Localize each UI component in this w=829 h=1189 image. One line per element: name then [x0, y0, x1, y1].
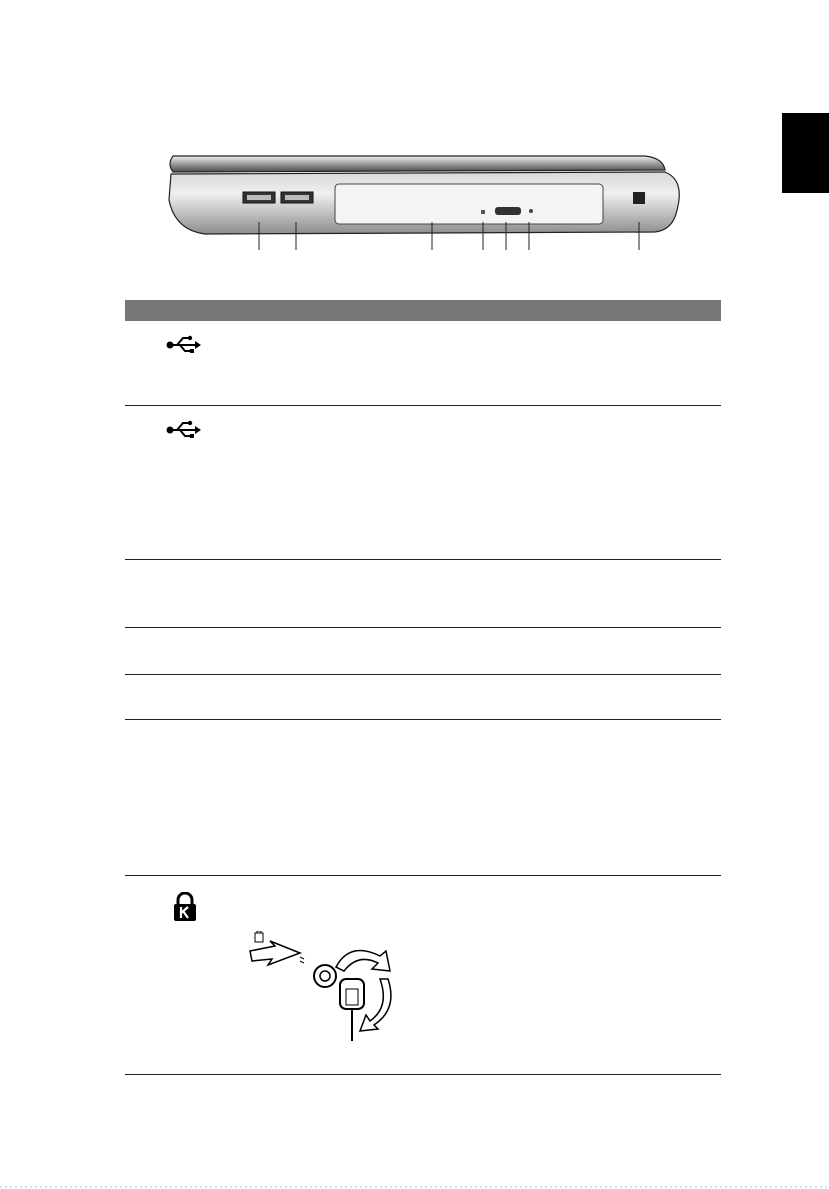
table-row	[125, 321, 721, 406]
table-row	[125, 876, 721, 1075]
usb-icon	[165, 420, 201, 445]
page-bottom-edge	[0, 1159, 829, 1189]
table-row	[125, 628, 721, 675]
table-row	[125, 560, 721, 628]
ports-table	[125, 300, 721, 1075]
table-row	[125, 675, 721, 720]
callout-lines	[0, 0, 829, 260]
lock-cable-illustration	[240, 931, 400, 1041]
table-row	[125, 720, 721, 876]
usb-icon	[165, 335, 201, 360]
table-header	[125, 300, 721, 321]
kensington-lock-icon	[173, 892, 197, 927]
table-row	[125, 406, 721, 560]
